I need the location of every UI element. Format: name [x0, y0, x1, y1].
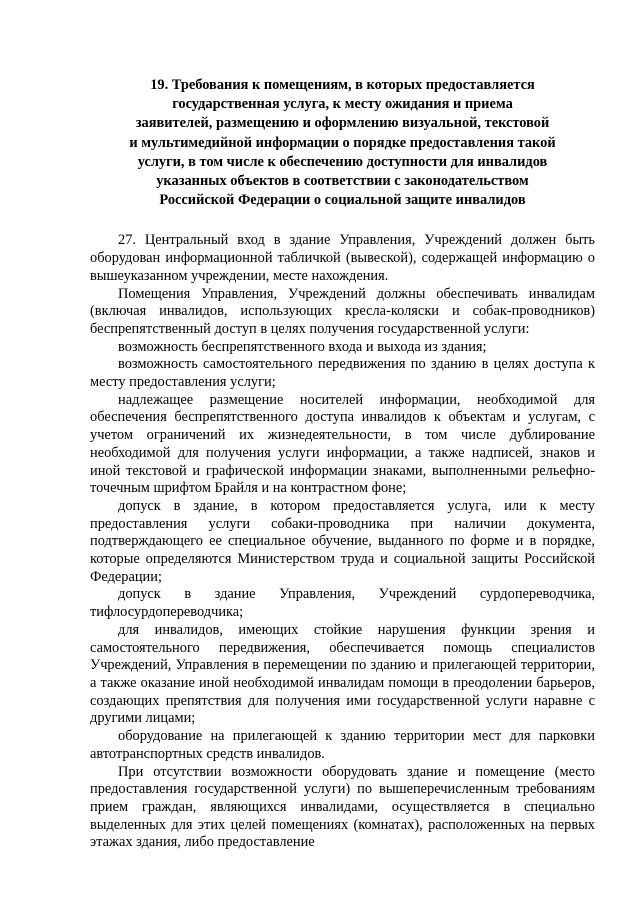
heading-line: указанных объектов в соответствии с законодательством [156, 173, 529, 190]
paragraph: допуск в здание Управления, Учреждений сурдопереводчика, тифлосурдопереводчика; [90, 586, 595, 621]
heading-line: услуги, в том числе к обеспечению доступности для инвалидов [137, 153, 548, 170]
paragraph: Помещения Управления, Учреждений должны обеспечивать инвалидам (включая инвалидов, использующих кресла-коляски и собак-проводников) беспрепятственный доступ в целях получения государственной услуги: [90, 285, 595, 337]
heading-line: 19. Требования к помещениям, в которых предоставляется [150, 77, 535, 93]
section-heading [90, 76, 595, 210]
heading-line: Российской Федерации о социальной защите инвалидов [159, 192, 526, 209]
paragraph: для инвалидов, имеющих стойкие нарушения функции зрения и самостоятельного передвижения, обеспечивается помощь специалистов Учреждений, Управления в перемещении по зданию и прилегающей территории, а также оказание иной необходимой инвалидам помощи в преодолении барьеров, создающих препятствия для получения ими государственной услуги наравне с другими лицами; [90, 621, 595, 727]
heading-line: государственная услуга, к месту ожидания и приема [172, 96, 513, 113]
paragraph: При отсутствии возможности оборудовать здание и помещение (место предоставления государственной услуги) по вышеперечисленным требованиям прием граждан, являющихся инвалидами, осуществляется в специально выделенных для этих целей помещениях (комнатах), расположенных на первых этажах здания, либо предоставление [90, 763, 595, 851]
paragraph: 27. Центральный вход в здание Управления, Учреждений должен быть оборудован информационной табличкой (вывеской), содержащей информацию о вышеуказанном учреждении, месте нахождения. [90, 232, 595, 284]
paragraph: возможность беспрепятственного входа и выхода из здания; [118, 338, 487, 355]
heading-line: заявителей, размещению и оформлению визуальной, текстовой [135, 115, 550, 132]
heading-line: и мультимедийной информации о порядке предоставления такой [129, 134, 556, 151]
paragraph: возможность самостоятельного передвижения по зданию в целях доступа к месту предоставления услуги; [90, 356, 595, 391]
document-page [90, 76, 595, 852]
document-body [90, 232, 595, 852]
paragraph: оборудование на прилегающей к зданию территории мест для парковки автотранспортных средств инвалидов. [90, 728, 595, 762]
paragraph: надлежащее размещение носителей информации, необходимой для обеспечения беспрепятственного доступа инвалидов к объектам и услугам, с учетом ограничений их жизнедеятельности, в том числе дублирование необходимой для получения услуги информации, а также надписей, знаков и иной текстовой и графической информации знаками, выполненными рельефно-точечным шрифтом Брайля и на контрастном фоне; [90, 391, 595, 497]
paragraph: допуск в здание, в котором предоставляется услуга, или к месту предоставления услуги собаки-проводника при наличии документа, подтверждающего ее специальное обучение, выданного по форме и в порядке, которые определяются Министерством труда и социальной защиты Российской Федерации; [90, 497, 595, 585]
